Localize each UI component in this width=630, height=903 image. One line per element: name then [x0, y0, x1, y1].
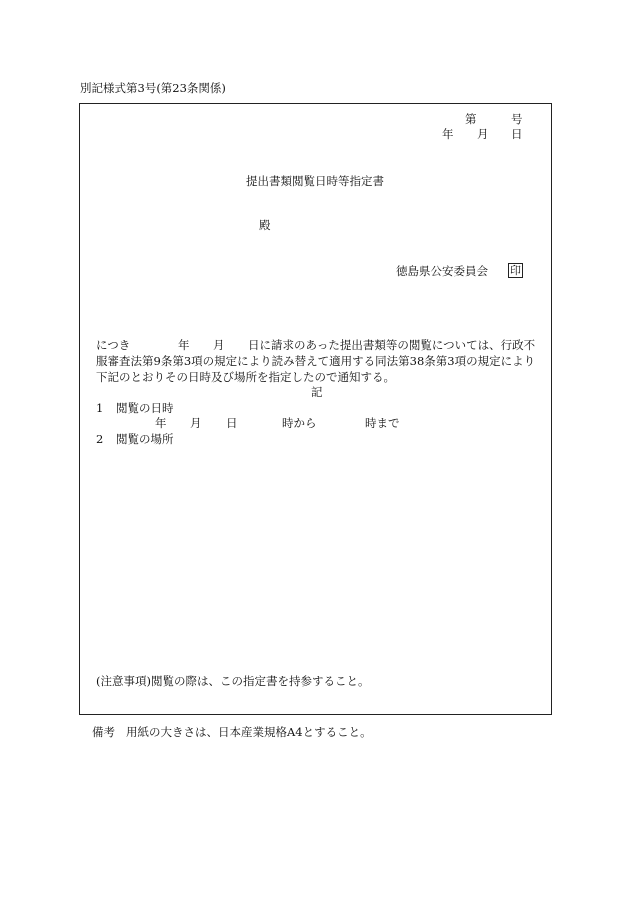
body-line-1	[96, 338, 536, 354]
body-rest: 日に請求のあった提出書類等の閲覧については、行政不	[248, 338, 536, 352]
date-year: 年	[442, 127, 454, 141]
item-2-number: 2	[96, 432, 104, 446]
item-1-until: 時まで	[365, 416, 400, 430]
caution-note: (注意事項)閲覧の際は、この指定書を持参すること。	[96, 674, 370, 688]
date-day: 日	[511, 127, 523, 141]
seal-label: 印	[510, 264, 521, 277]
body-prefix: につき	[96, 338, 131, 352]
body-month: 月	[213, 338, 225, 352]
item-1-label: 閲覧の日時	[116, 401, 174, 415]
seal-box	[508, 263, 523, 278]
item-1-month: 月	[190, 416, 202, 430]
number-suffix: 号	[511, 112, 523, 126]
remarks-text: 用紙の大きさは、日本産業規格A4とすること。	[126, 725, 372, 739]
form-header: 別記様式第3号(第23条関係)	[80, 81, 226, 95]
item-1-from: 時から	[282, 416, 317, 430]
item-1-day: 日	[226, 416, 238, 430]
number-prefix: 第	[465, 112, 477, 126]
document-title: 提出書類閲覧日時等指定書	[246, 174, 384, 188]
addressee-suffix: 殿	[259, 218, 271, 232]
remarks-label: 備考	[92, 725, 115, 739]
item-2-label: 閲覧の場所	[116, 432, 174, 446]
body-line-2: 服審査法第9条第3項の規定により読み替えて適用する同法第38条第3項の規定により	[96, 354, 536, 368]
item-1-year: 年	[155, 416, 167, 430]
item-1-number: 1	[96, 401, 104, 415]
issuer-name: 徳島県公安委員会	[396, 264, 488, 278]
ki-marker: 記	[311, 385, 323, 399]
body-line-3: 下記のとおりその日時及び場所を指定したので通知する。	[96, 370, 395, 384]
body-year: 年	[178, 338, 190, 352]
date-month: 月	[477, 127, 489, 141]
